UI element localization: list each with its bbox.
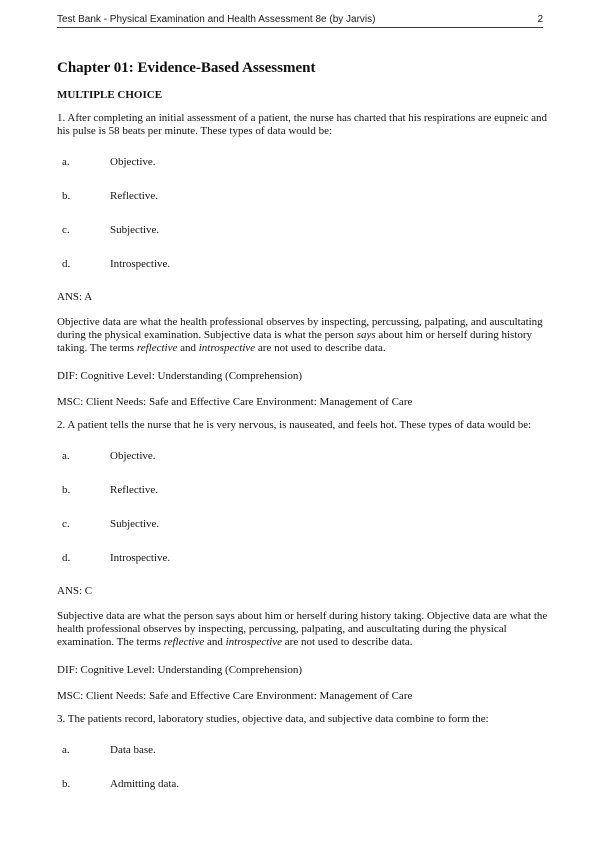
rationale-line: taking. The terms reflective and introspective are not used to describe data. bbox=[57, 342, 386, 354]
option-text: Subjective. bbox=[110, 224, 160, 236]
option-text: Objective. bbox=[110, 450, 156, 462]
option-text: Introspective. bbox=[110, 258, 171, 270]
option-row bbox=[62, 484, 600, 497]
option-text: Reflective. bbox=[110, 484, 158, 496]
question-block bbox=[57, 112, 600, 409]
option-label: b. bbox=[62, 778, 71, 790]
question-stem bbox=[57, 713, 600, 726]
option-label: a. bbox=[62, 156, 70, 168]
rationale bbox=[57, 610, 600, 649]
options-list bbox=[57, 744, 600, 791]
page-content bbox=[57, 60, 600, 791]
option-label: b. bbox=[62, 190, 71, 202]
option-row bbox=[62, 224, 600, 237]
option-row bbox=[62, 450, 600, 463]
chapter-title: Chapter 01: Evidence-Based Assessment bbox=[57, 60, 316, 76]
msc-line: MSC: Client Needs: Safe and Effective Care Environment: Management of Care bbox=[57, 690, 413, 702]
question-block bbox=[57, 419, 600, 703]
rationale-line: Objective data are what the health professional observes by inspecting, percussing, palpating, and auscultating bbox=[57, 316, 543, 328]
options-list bbox=[57, 450, 600, 565]
stem-line: his pulse is 58 beats per minute. These types of data would be: bbox=[57, 125, 333, 137]
option-text: Reflective. bbox=[110, 190, 158, 202]
option-text: Admitting data. bbox=[110, 778, 180, 790]
stem-line: 2. A patient tells the nurse that he is very nervous, is nauseated, and feels hot. These types of data would be: bbox=[57, 419, 532, 431]
option-label: d. bbox=[62, 258, 71, 270]
rationale-line: during the physical examination. Subjective data is what the person says about him or herself during history bbox=[57, 329, 533, 341]
option-label: c. bbox=[62, 224, 70, 236]
rationale-line: examination. The terms reflective and introspective are not used to describe data. bbox=[57, 636, 413, 648]
option-label: b. bbox=[62, 484, 71, 496]
option-row bbox=[62, 778, 600, 791]
option-label: d. bbox=[62, 552, 71, 564]
questions-container bbox=[57, 112, 600, 791]
option-row bbox=[62, 156, 600, 169]
header-title: Test Bank - Physical Examination and Health Assessment 8e (by Jarvis) bbox=[57, 14, 376, 25]
dif-line: DIF: Cognitive Level: Understanding (Comprehension) bbox=[57, 664, 303, 676]
option-row bbox=[62, 552, 600, 565]
option-label: c. bbox=[62, 518, 70, 530]
option-row bbox=[62, 190, 600, 203]
question-stem bbox=[57, 419, 600, 432]
option-text: Subjective. bbox=[110, 518, 160, 530]
page-header bbox=[57, 14, 543, 28]
stem-line: 3. The patients record, laboratory studies, objective data, and subjective data combine to form the: bbox=[57, 713, 489, 725]
option-row bbox=[62, 744, 600, 757]
option-label: a. bbox=[62, 450, 70, 462]
section-label: MULTIPLE CHOICE bbox=[57, 89, 163, 101]
options-list bbox=[57, 156, 600, 271]
dif-line: DIF: Cognitive Level: Understanding (Comprehension) bbox=[57, 370, 303, 382]
msc-line: MSC: Client Needs: Safe and Effective Care Environment: Management of Care bbox=[57, 396, 413, 408]
question-block bbox=[57, 713, 600, 791]
option-text: Objective. bbox=[110, 156, 156, 168]
option-row bbox=[62, 518, 600, 531]
answer-line: ANS: C bbox=[57, 585, 93, 597]
question-stem bbox=[57, 112, 600, 138]
option-text: Introspective. bbox=[110, 552, 171, 564]
option-row bbox=[62, 258, 600, 271]
rationale bbox=[57, 316, 600, 355]
answer-line: ANS: A bbox=[57, 291, 93, 303]
rationale-line: health professional observes by inspecting, percussing, palpating, and auscultating during the physical bbox=[57, 623, 507, 635]
option-label: a. bbox=[62, 744, 70, 756]
option-text: Data base. bbox=[110, 744, 156, 756]
stem-line: 1. After completing an initial assessment of a patient, the nurse has charted that his respirations are eupneic and bbox=[57, 112, 547, 124]
rationale-line: Subjective data are what the person says about him or herself during history taking. Objective data are what the bbox=[57, 610, 548, 622]
header-page-number: 2 bbox=[537, 14, 543, 25]
